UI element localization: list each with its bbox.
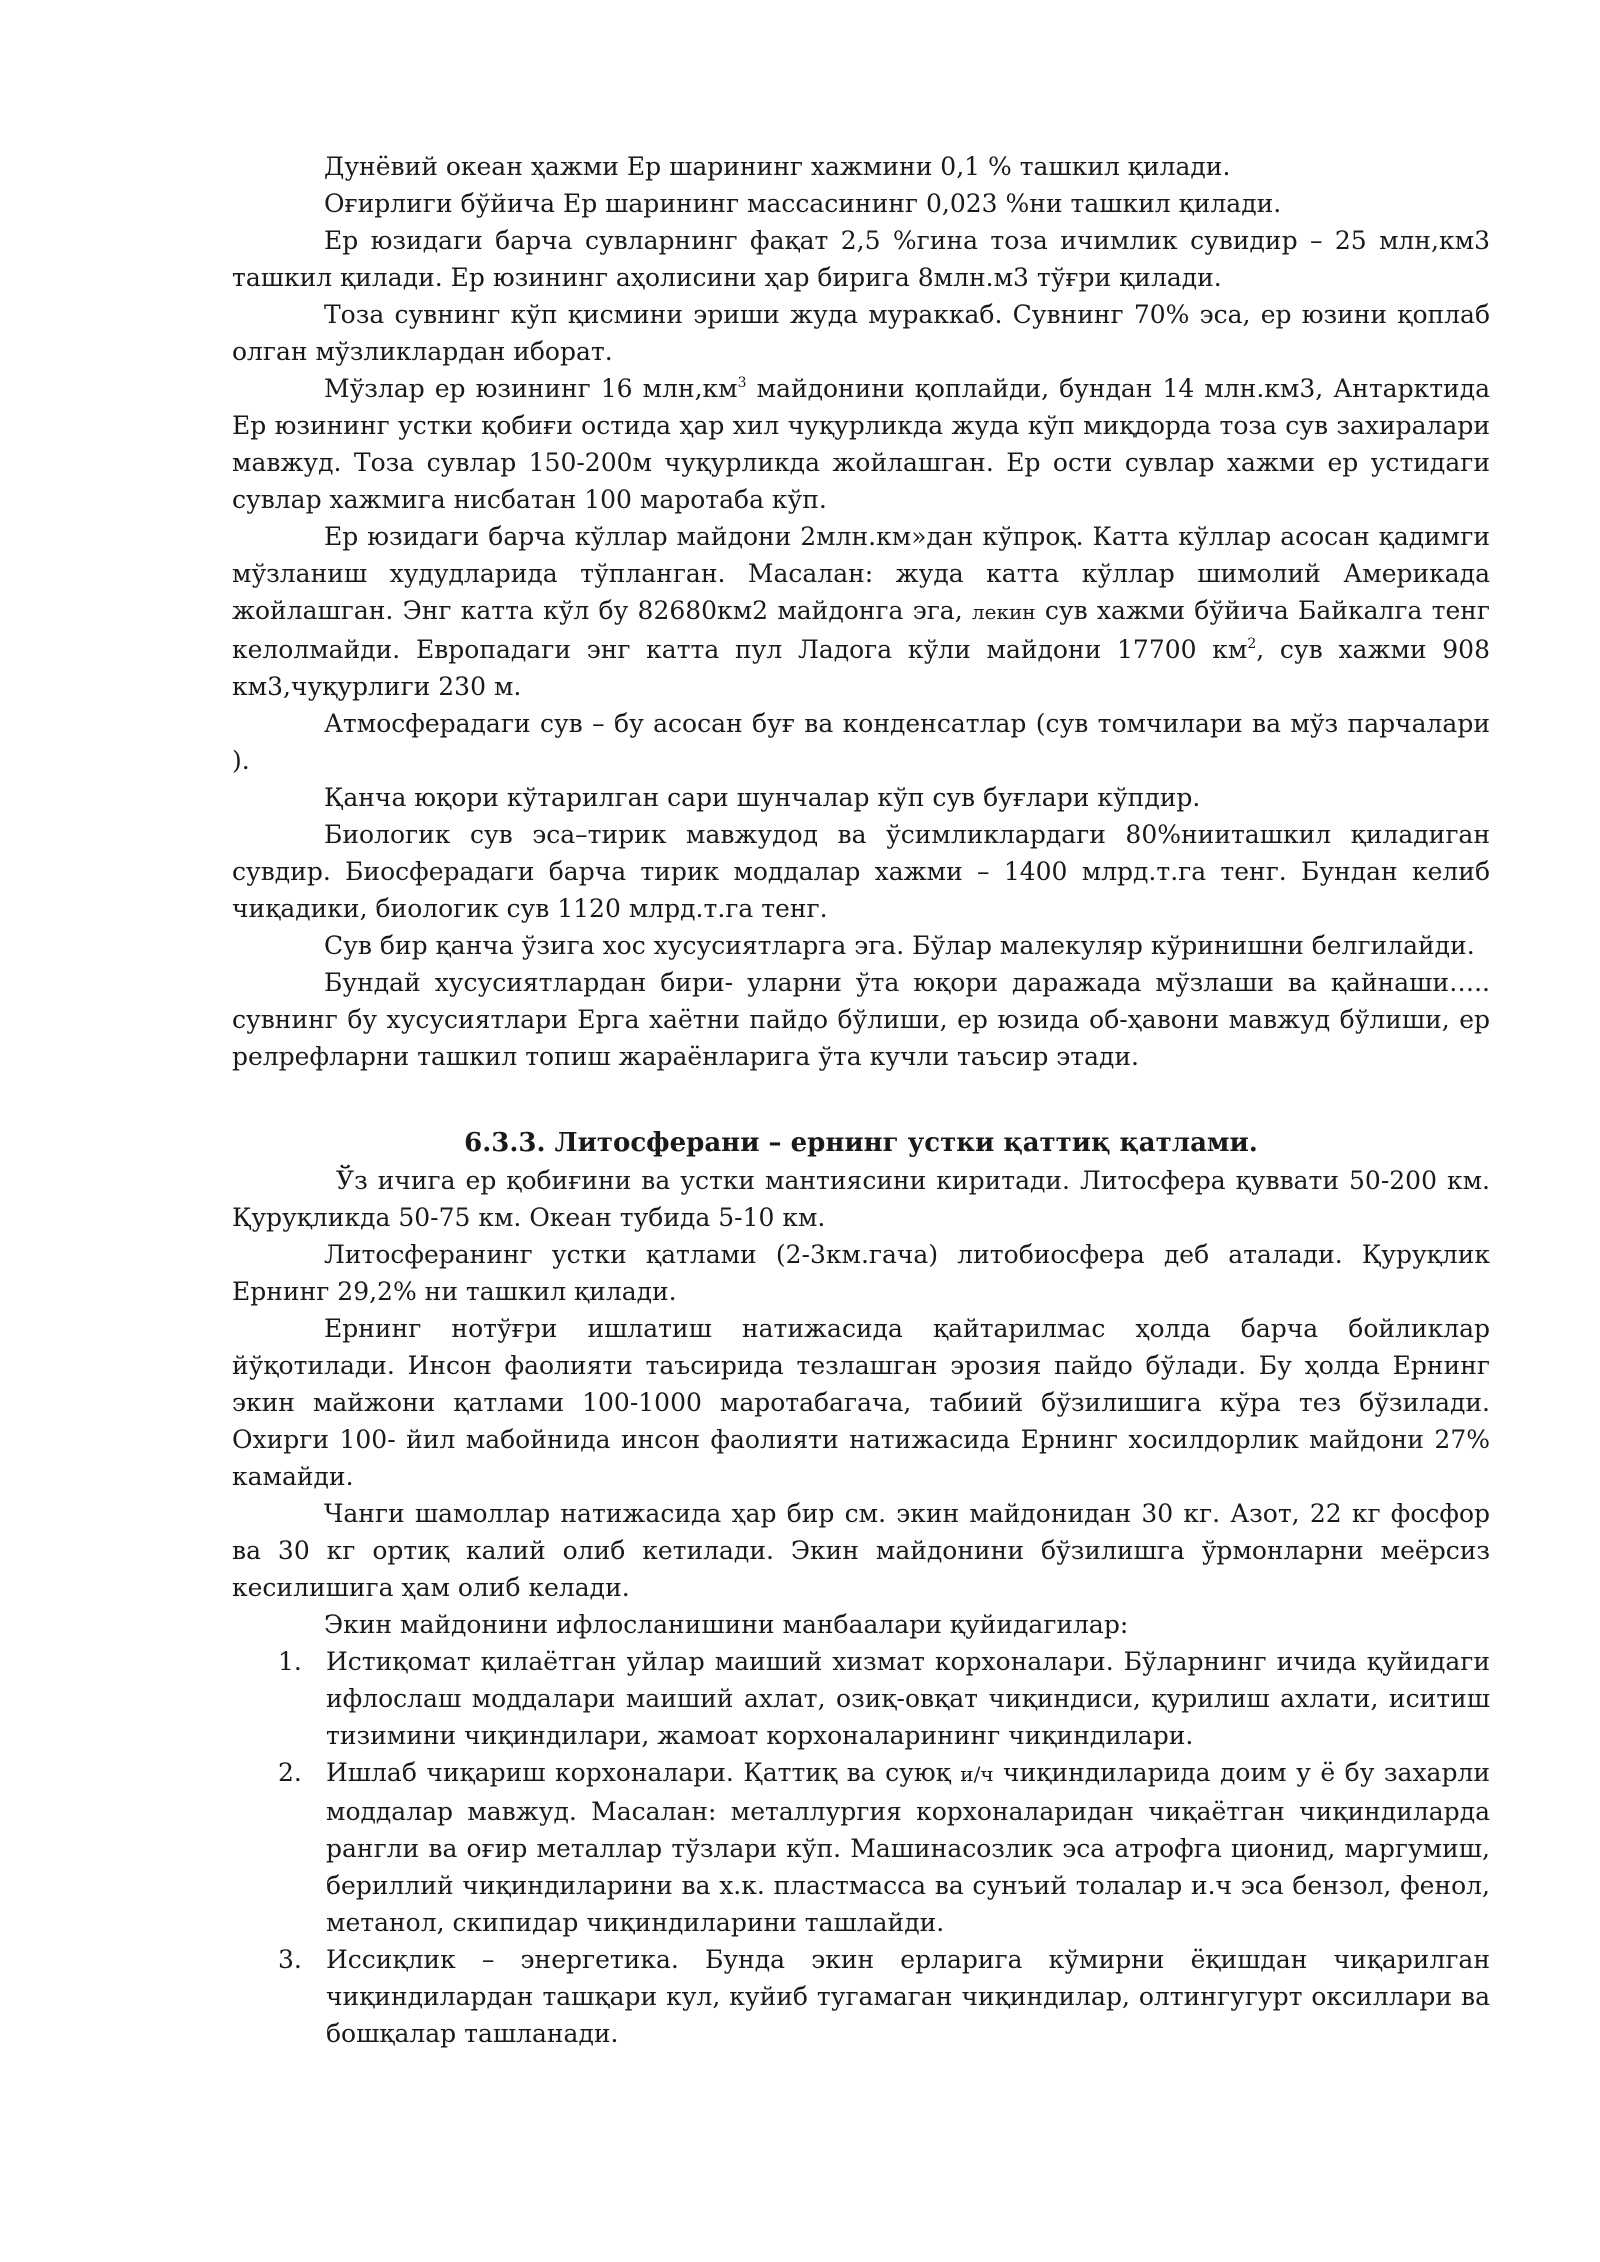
paragraph-ocean-volume: Дунёвий океан ҳажми Ер шарининг хажмини 0,1 % ташкил қилади. bbox=[324, 152, 1231, 181]
list-item-number: 1. bbox=[278, 1647, 302, 1676]
paragraph-freezing-boiling: Бундай хусусиятлардан бири- уларни ўта юқори даражада мўзлаши ва қайнаши….. сувнинг бу хусусиятлари Ерга хаётни пайдо бўлиши, ер юзида об-ҳавони мавжуд бўлиши, ер релрефларни ташкил топиш жараёнларига ўта кучли таъсир этади. bbox=[232, 968, 1490, 1071]
lakes-superscript: 2 bbox=[1247, 636, 1257, 652]
paragraph-lithobiosphere: Литосферанинг устки қатлами (2-3км.гача) литобиосфера деб аталади. Қуруқлик Ернинг 29,2% ни ташкил қилади. bbox=[232, 1240, 1490, 1306]
paragraph-winds: Чанги шамоллар натижасида ҳар бир см. экин майдонидан 30 кг. Азот, 22 кг фосфор ва 30 кг ортиқ калий олиб кетилади. Экин майдонини бўзилишга ўрмонларни меёрсиз кесилишига ҳам олиб келади. bbox=[232, 1499, 1490, 1602]
paragraph-lakes bbox=[232, 518, 1490, 705]
list-item-number: 3. bbox=[278, 1945, 302, 1974]
lakes-text-a: Ер юзидаги барча кўллар майдони 2млн.км»дан кўпроқ. Катта кўллар асосан қадимги мўзланиш худудларида тўпланган. Масалан: жуда катта кўллар шимолий Америкада жойлашган. Энг катта кўл бу 82680км2 майдонга эга, bbox=[232, 522, 1490, 625]
paragraph-glacier-share: Тоза сувнинг кўп қисмини эриши жуда мураккаб. Сувнинг 70% эса, ер юзини қоплаб олган мўзликлардан иборат. bbox=[232, 300, 1490, 366]
list-item-small-abbrev: и/ч bbox=[960, 1762, 994, 1786]
paragraph-pollution-sources: Экин майдонини ифлосланишини манбаалари қуйидагилар: bbox=[324, 1610, 1129, 1639]
glaciers-text-a: Мўзлар ер юзининг 16 млн,км bbox=[324, 374, 738, 403]
lakes-text-b: сув хажми бўйича Байкалга тенг келолмайди. Европадаги энг катта пул Ладога кўли майдони 17700 км bbox=[232, 596, 1491, 664]
list-item bbox=[232, 1643, 1490, 1754]
list-item bbox=[232, 1754, 1490, 1941]
list-item-number: 2. bbox=[278, 1758, 302, 1787]
paragraph-atmosphere-water: Атмосферадаги сув – бу асосан буғ ва конденсатлар (сув томчилари ва мўз парчалари ). bbox=[232, 709, 1490, 775]
list-item-text: Истиқомат қилаётган уйлар маиший хизмат корхоналари. Бўларнинг ичида қуйидаги ифлослаш моддалари маиший ахлат, озиқ-овқат чиқиндиси, қурилиш ахлати, иситиш тизимини чиқиндилари, жамоат корхоналарининг чиқиндилари. bbox=[326, 1647, 1490, 1750]
paragraph-erosion: Ернинг нотўғри ишлатиш натижасида қайтарилмас ҳолда барча бойликлар йўқотилади. Инсон фаолияти таъсирида тезлашган эрозия пайдо бўлади. Бу ҳолда Ернинг экин майжони қатлами 100-1000 маротабагача, табиий бўзилишига кўра тез бўзилади. Охирги 100- йил мабойнида инсон фаолияти натижасида Ернинг хосилдорлик майдони 27% камайди. bbox=[232, 1314, 1490, 1491]
paragraph-vapor: Қанча юқори кўтарилган сари шунчалар кўп сув буғлари кўпдир. bbox=[324, 783, 1201, 812]
lakes-small-word: лекин bbox=[971, 600, 1036, 624]
paragraph-biological-water: Биологик сув эса–тирик мавжудод ва ўсимликлардаги 80%нииташкил қиладиган сувдир. Биосферадаги барча тирик моддалар хажми – 1400 млрд.т.га тенг. Бундан келиб чиқадики, биологик сув 1120 млрд.т.га тенг. bbox=[232, 820, 1490, 923]
paragraph-fresh-water: Ер юзидаги барча сувларнинг фақат 2,5 %гина тоза ичимлик сувидир – 25 млн,км3 ташкил қилади. Ер юзининг аҳолисини ҳар бирига 8млн.м3 тўғри қилади. bbox=[232, 226, 1490, 292]
document-page bbox=[232, 148, 1490, 2052]
list-item-text-b: чиқиндиларида доим у ё бу захарли моддалар мавжуд. Масалан: металлургия корхоналаридан чиқаётган чиқиндиларда рангли ва оғир металлар тўзлари кўп. Машинасозлик эса атрофга ционид, маргумиш, бериллий чиқиндиларини ва х.к. пластмасса ва сунъий толалар и.ч эса бензол, фенол, метанол, скипидар чиқиндиларини ташлайди. bbox=[326, 1758, 1491, 1937]
list-item-text: Иссиқлик – энергетика. Бунда экин ерларига кўмирни ёқишдан чиқарилган чиқиндилардан ташқари кул, куйиб тугамаган чиқиндилар, олтингугурт оксиллари ва бошқалар ташланади. bbox=[326, 1945, 1490, 2048]
lakes-text-c: , сув хажми 908 км3,чуқурлиги 230 м. bbox=[232, 635, 1490, 701]
glaciers-superscript: 3 bbox=[737, 375, 747, 391]
list-item-text-a: Ишлаб чиқариш корхоналари. Қаттиқ ва суюқ bbox=[326, 1758, 961, 1787]
paragraph-glaciers bbox=[232, 370, 1490, 518]
paragraph-ocean-mass: Оғирлиги бўйича Ер шарининг массасининг 0,023 %ни ташкил қилади. bbox=[324, 189, 1282, 218]
paragraph-water-properties: Сув бир қанча ўзига хос хусусиятларга эга. Бўлар малекуляр кўринишни белгилайди. bbox=[324, 931, 1475, 960]
glaciers-text-b: майдонини қоплайди, бундан 14 млн.км3, Антарктида Ер юзининг устки қобиғи остида ҳар хил чуқурликда жуда кўп миқдорда тоза сув захиралари мавжуд. Тоза сувлар 150-200м чуқурликда жойлашган. Ер ости сувлар хажми ер устидаги сувлар хажмига нисбатан 100 маротаба кўп. bbox=[232, 374, 1490, 514]
paragraph-lithosphere-intro: Ўз ичига ер қобиғини ва устки мантиясини киритади. Литосфера қуввати 50-200 км. Қуруқликда 50-75 км. Океан тубида 5-10 км. bbox=[232, 1166, 1490, 1232]
pollution-sources-list bbox=[232, 1643, 1490, 2052]
list-item bbox=[232, 1941, 1490, 2052]
section-heading: 6.3.3. Литосферани – ернинг устки қаттиқ қатлами. bbox=[464, 1128, 1258, 1158]
